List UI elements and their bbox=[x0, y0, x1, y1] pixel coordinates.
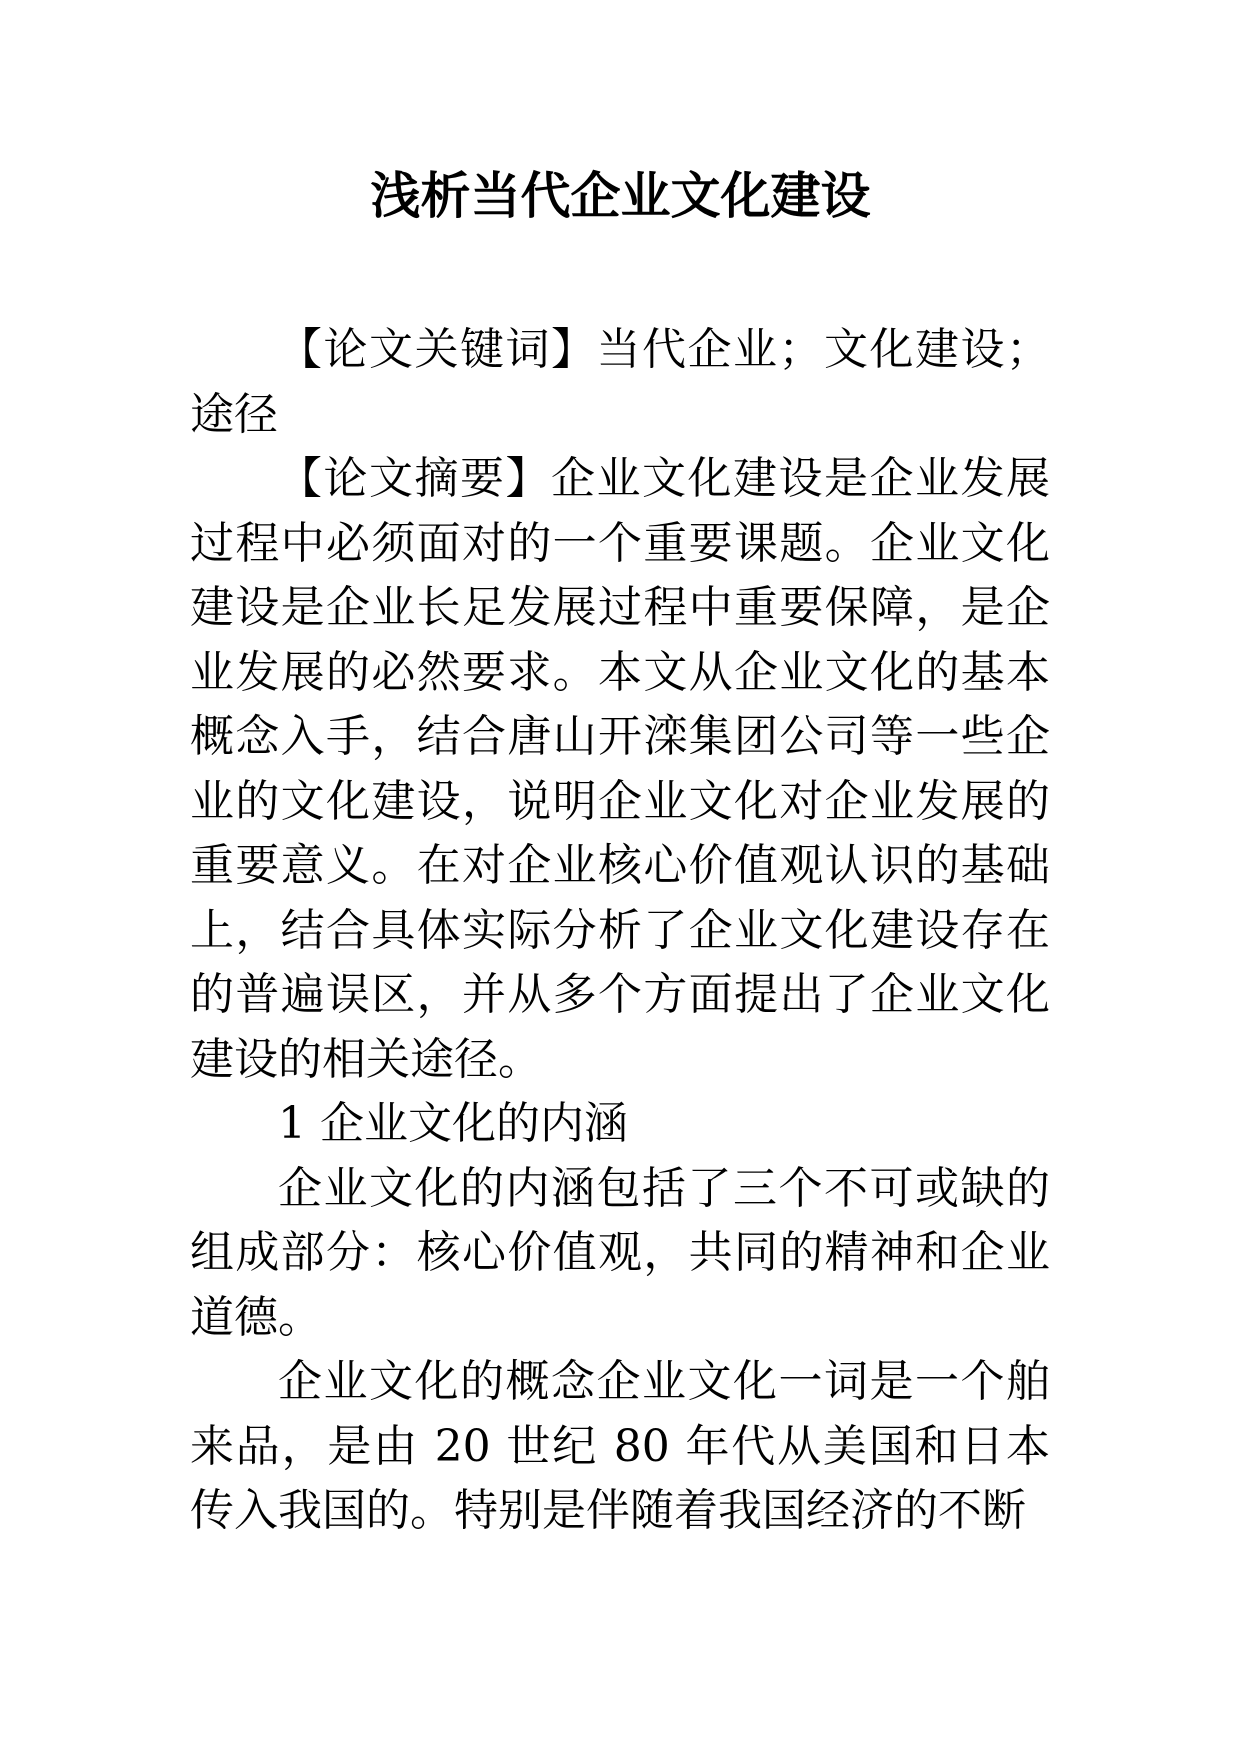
section-heading: 1 企业文化的内涵 bbox=[278, 1098, 628, 1149]
body-paragraph: 企业文化的概念企业文化一词是一个舶来品，是由 20 世纪 80 年代从美国和日本传入我国的。特别是伴随着我国经济的不断 bbox=[190, 1356, 1050, 1536]
body-paragraph: 企业文化的内涵包括了三个不可或缺的组成部分：核心价值观，共同的精神和企业道德。 bbox=[190, 1162, 1050, 1343]
document-title: 浅析当代企业文化建设 bbox=[370, 166, 871, 225]
document-body bbox=[190, 318, 1050, 1544]
abstract-paragraph: 【论文摘要】企业文化建设是企业发展过程中必须面对的一个重要课题。企业文化建设是企业长足发展过程中重要保障，是企业发展的必然要求。本文从企业文化的基本概念入手，结合唐山开滦集团公司等一些企业的文化建设，说明企业文化对企业发展的重要意义。在对企业核心价值观认识的基础上，结合具体实际分析了企业文化建设存在的普遍误区，并从多个方面提出了企业文化建设的相关途径。 bbox=[190, 453, 1050, 1085]
keywords-paragraph: 【论文关键词】当代企业；文化建设；途径 bbox=[190, 324, 1050, 440]
